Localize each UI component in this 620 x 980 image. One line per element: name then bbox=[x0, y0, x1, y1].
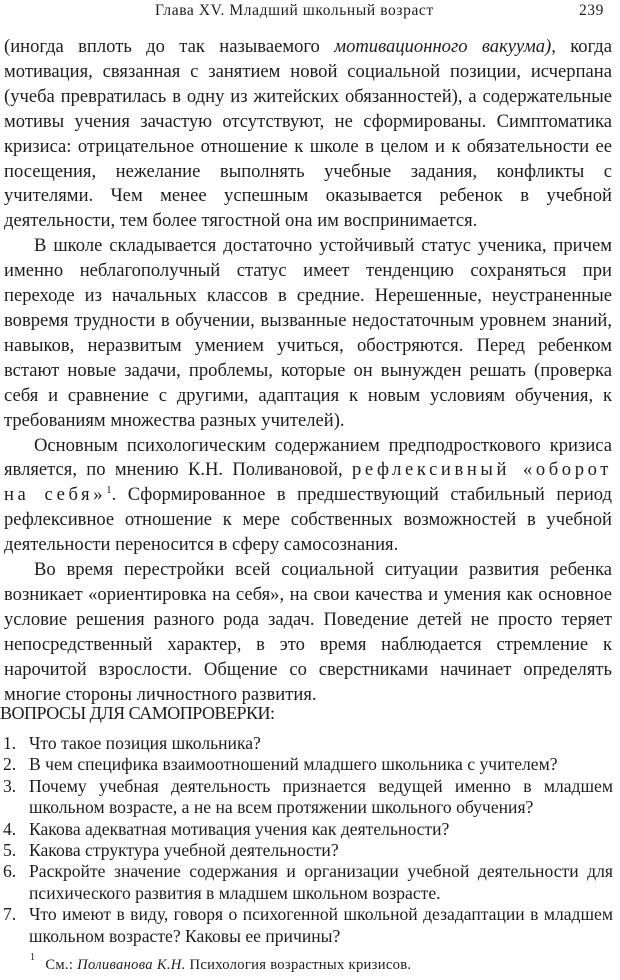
item-number: 2. bbox=[3, 754, 17, 775]
footnote-reference[interactable]: 1 bbox=[106, 484, 112, 497]
list-item bbox=[3, 819, 613, 840]
questions-heading: ВОПРОСЫ ДЛЯ САМОПРОВЕРКИ: bbox=[0, 703, 275, 723]
list-item bbox=[3, 904, 613, 947]
footnote-author: Поливанова К.Н. bbox=[77, 956, 186, 973]
item-text: Что такое позиция школьника? bbox=[29, 733, 261, 753]
paragraph-2: В школе складывается достаточно устойчивый статус ученика, причем именно неблагополучный статус имеет тенденцию сохраняться при переходе из начальных классов в средние. Нерешенные, неустраненные вовремя трудности в обучении, вызванные недостаточным уровнем знаний, навыков, неразвитым умением учиться, обостряются. Перед ребенком встают новые задачи, проблемы, которые он вынужден решать (проверка себя и сравнение с другими, адаптация к новым условиям обучения, к требованиям множества разных учителей). bbox=[4, 235, 612, 431]
paragraph-3-text-start: Основным психологическим содержанием предподросткового кризиса является, по мнению К.Н. Поливановой, bbox=[4, 434, 612, 481]
list-item bbox=[3, 840, 613, 861]
running-title: Глава XV. Младший школьный возраст bbox=[155, 2, 434, 19]
running-header bbox=[0, 2, 620, 24]
paragraph-3 bbox=[4, 434, 612, 559]
item-text: Что имеют в виду, говоря о психогенной школьной дезадаптации в младшем школьном возрасте? Каковы ее причины? bbox=[29, 904, 613, 946]
item-number: 7. bbox=[3, 904, 17, 925]
footnote bbox=[30, 952, 412, 974]
spaced-term: рефлексивный «оборот на себя» bbox=[4, 459, 612, 506]
questions-list bbox=[3, 733, 613, 947]
paragraph-3-text-end: . Сформированное в предшествующий стабильный период рефлексивное отношение к мере собственных возможностей в учебной деятельности переносится в сферу самосознания. bbox=[4, 484, 613, 556]
item-number: 1. bbox=[3, 733, 17, 753]
item-text: Почему учебная деятельность признается ведущей именно в младшем школьном возрасте, а не на всем протяжении школьного обучения? bbox=[29, 775, 613, 818]
item-text: Раскройте значение содержания и организации учебной деятельности для психического развития в младшем школьном возрасте. bbox=[29, 861, 613, 903]
item-text: Какова структура учебной деятельности? bbox=[29, 840, 339, 861]
list-item bbox=[3, 861, 613, 904]
footnote-prefix: См.: bbox=[45, 956, 78, 973]
paragraph-1-text-start: (иногда вплоть до так называемого bbox=[4, 36, 335, 57]
item-number: 4. bbox=[3, 818, 17, 839]
footnote-title: Психология возрастных кризисов. bbox=[185, 956, 412, 973]
main-text bbox=[4, 35, 612, 707]
italic-term: мотивационного вакуума), bbox=[334, 36, 556, 57]
item-number: 3. bbox=[3, 775, 17, 796]
list-item bbox=[3, 776, 613, 819]
list-item bbox=[3, 754, 613, 775]
list-item bbox=[3, 733, 613, 754]
paragraph-4: Во время перестройки всей социальной ситуации развития ребенка возникает «ориентировка на себя», на свои качества и умения как основное условие решения разного рода задач. Поведение детей не просто теряет непосредственный характер, в это время наблюдается стремление к нарочитой взрослости. Общение со сверстниками начинает определять многие стороны личностного развития. bbox=[4, 559, 612, 705]
item-text: Какова адекватная мотивация учения как деятельности? bbox=[29, 818, 450, 839]
item-number: 5. bbox=[3, 840, 17, 861]
paragraph-1 bbox=[4, 35, 612, 234]
page-number: 239 bbox=[578, 2, 604, 19]
paragraph-1-text-end: когда мотивация, связанная с занятием новой социальной позиции, исчерпана (учеба превратилась в одну из житейских обязанностей), а содержательные мотивы учения зачастую отсутствуют, не сформированы. Симптоматика кризиса: отрицательное отношение к школе в целом и к обязательности ее посещения, нежелание выполнять учебные задания, конфликты с учителями. Чем менее успешным оказывается ребенок в учебной деятельности, тем более тягостной она им воспринимается. bbox=[4, 36, 613, 232]
item-text: В чем специфика взаимоотношений младшего школьника с учителем? bbox=[29, 754, 558, 775]
footnote-number: 1 bbox=[30, 952, 36, 963]
item-number: 6. bbox=[3, 861, 17, 882]
